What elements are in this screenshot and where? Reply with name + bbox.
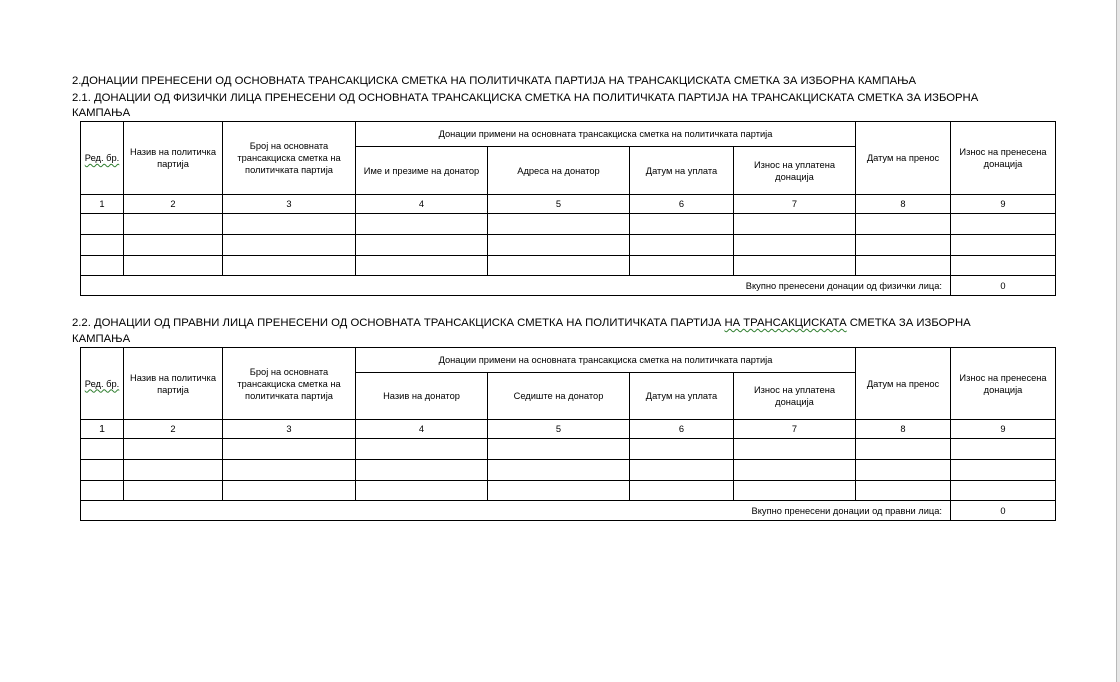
table-cell[interactable]: [223, 235, 356, 256]
table-cell[interactable]: [951, 460, 1056, 481]
table-cell[interactable]: [81, 256, 124, 276]
table-cell[interactable]: [856, 439, 951, 460]
header-payment-date: Датум на уплата: [630, 147, 734, 195]
table-row: [81, 439, 1056, 460]
header-donor-name: Назив на донатор: [356, 373, 488, 420]
table-cell[interactable]: [124, 256, 223, 276]
header-account-number: Број на основната трансакциска сметка на политичката партија: [223, 348, 356, 420]
header-payment-date: Датум на уплата: [630, 373, 734, 420]
column-number: 6: [630, 195, 734, 214]
table-cell[interactable]: [223, 439, 356, 460]
table-row: [81, 481, 1056, 501]
table-cell[interactable]: [223, 214, 356, 235]
table-cell[interactable]: [124, 235, 223, 256]
table-cell[interactable]: [630, 481, 734, 501]
table-cell[interactable]: [356, 256, 488, 276]
table-cell[interactable]: [81, 481, 124, 501]
table-cell[interactable]: [488, 460, 630, 481]
header-paid-amount: Износ на уплатена донација: [734, 373, 856, 420]
table-cell[interactable]: [630, 235, 734, 256]
column-number: 2: [124, 420, 223, 439]
column-number: 7: [734, 420, 856, 439]
header-donor-name: Име и презиме на донатор: [356, 147, 488, 195]
total-row: [81, 501, 1056, 521]
header-paid-amount: Износ на уплатена донација: [734, 147, 856, 195]
table-row: [81, 256, 1056, 276]
table-cell[interactable]: [356, 439, 488, 460]
table-cell[interactable]: [734, 439, 856, 460]
table-cell[interactable]: [734, 235, 856, 256]
column-number: 4: [356, 420, 488, 439]
column-number: 9: [951, 195, 1056, 214]
table-cell[interactable]: [124, 214, 223, 235]
column-number: 5: [488, 420, 630, 439]
column-numbers-row: [81, 195, 1056, 214]
table-cell[interactable]: [951, 256, 1056, 276]
table-row: [81, 460, 1056, 481]
table-cell[interactable]: [356, 481, 488, 501]
table-cell[interactable]: [356, 460, 488, 481]
table-cell[interactable]: [488, 235, 630, 256]
table-cell[interactable]: [734, 256, 856, 276]
table-cell[interactable]: [856, 460, 951, 481]
header-party-name: Назив на политичка партија: [124, 122, 223, 195]
column-number: 8: [856, 420, 951, 439]
header-transferred-amount: Износ на пренесена донација: [951, 348, 1056, 420]
header-transfer-date: Датум на пренос: [856, 348, 951, 420]
table-cell[interactable]: [630, 460, 734, 481]
table-row: [81, 214, 1056, 235]
table-cell[interactable]: [124, 460, 223, 481]
table-cell[interactable]: [223, 481, 356, 501]
column-number: 2: [124, 195, 223, 214]
table-cell[interactable]: [734, 214, 856, 235]
column-number: 5: [488, 195, 630, 214]
table-cell[interactable]: [488, 256, 630, 276]
header-row-number: Ред. бр.: [81, 122, 124, 195]
header-row-number: Ред. бр.: [81, 348, 124, 420]
section-2-1-title-line1: 2.1. ДОНАЦИИ ОД ФИЗИЧКИ ЛИЦА ПРЕНЕСЕНИ ОД ОСНОВНАТА ТРАНСАКЦИСКА СМЕТКА НА ПОЛИТИЧКАТА ПАРТИЈА НА ТРАНСАКЦИСКАТА СМЕТКА ЗА ИЗБОРНА: [72, 92, 979, 104]
natural-persons-donations-table: [80, 121, 1056, 296]
table-cell[interactable]: [856, 481, 951, 501]
header-party-name: Назив на политичка партија: [124, 348, 223, 420]
column-number: 6: [630, 420, 734, 439]
header-account-number: Број на основната трансакциска сметка на политичката партија: [223, 122, 356, 195]
column-numbers-row: [81, 420, 1056, 439]
section-2-2-title-line1: 2.2. ДОНАЦИИ ОД ПРАВНИ ЛИЦА ПРЕНЕСЕНИ ОД ОСНОВНАТА ТРАНСАКЦИСКА СМЕТКА НА ПОЛИТИЧКАТА ПАРТИЈА НА ТРАНСАКЦИСКАТА СМЕТКА ЗА ИЗБОРНА: [72, 317, 971, 329]
table-cell[interactable]: [734, 460, 856, 481]
table-cell[interactable]: [223, 460, 356, 481]
table-cell[interactable]: [488, 214, 630, 235]
header-transferred-amount: Износ на пренесена донација: [951, 122, 1056, 195]
table-cell[interactable]: [856, 256, 951, 276]
table-cell[interactable]: [488, 439, 630, 460]
table-cell[interactable]: [356, 235, 488, 256]
header-donations-received-group: Донации примени на основната трансакциска сметка на политичката партија: [356, 348, 856, 373]
total-value[interactable]: 0: [951, 501, 1056, 521]
header-donations-received-group: Донации примени на основната трансакциска сметка на политичката партија: [356, 122, 856, 147]
column-number: 7: [734, 195, 856, 214]
table-cell[interactable]: [356, 214, 488, 235]
column-number: 3: [223, 195, 356, 214]
table-cell[interactable]: [734, 481, 856, 501]
section-2-2-title-line2: КАМПАЊА: [72, 333, 131, 345]
header-transfer-date: Датум на пренос: [856, 122, 951, 195]
table-cell[interactable]: [81, 439, 124, 460]
table-cell[interactable]: [223, 256, 356, 276]
section-2-1-title-line2: КАМПАЊА: [72, 107, 131, 119]
legal-entities-donations-table: [80, 347, 1056, 521]
table-cell[interactable]: [488, 481, 630, 501]
header-donor-address: Адреса на донатор: [488, 147, 630, 195]
table-cell[interactable]: [630, 214, 734, 235]
table-cell[interactable]: [124, 439, 223, 460]
table-cell[interactable]: [856, 214, 951, 235]
table-cell[interactable]: [124, 481, 223, 501]
column-number: 1: [81, 420, 124, 439]
window-scroll-edge[interactable]: [1116, 0, 1120, 682]
table-row: [81, 235, 1056, 256]
table-cell[interactable]: [630, 256, 734, 276]
column-number: 9: [951, 420, 1056, 439]
table-cell[interactable]: [630, 439, 734, 460]
total-row: [81, 276, 1056, 296]
column-number: 1: [81, 195, 124, 214]
table-cell[interactable]: [856, 235, 951, 256]
total-label: Вкупно пренесени донации од правни лица:: [81, 501, 951, 521]
column-number: 4: [356, 195, 488, 214]
table-cell[interactable]: [951, 481, 1056, 501]
header-donor-seat: Седиште на донатор: [488, 373, 630, 420]
column-number: 8: [856, 195, 951, 214]
column-number: 3: [223, 420, 356, 439]
table-cell[interactable]: [951, 235, 1056, 256]
total-value[interactable]: 0: [951, 276, 1056, 296]
table-cell[interactable]: [81, 460, 124, 481]
table-cell[interactable]: [951, 439, 1056, 460]
total-label: Вкупно пренесени донации од физички лица:: [81, 276, 951, 296]
table-cell[interactable]: [81, 214, 124, 235]
table-cell[interactable]: [951, 214, 1056, 235]
table-cell[interactable]: [81, 235, 124, 256]
section-title: 2.ДОНАЦИИ ПРЕНЕСЕНИ ОД ОСНОВНАТА ТРАНСАКЦИСКА СМЕТКА НА ПОЛИТИЧКАТА ПАРТИЈА НА ТРАНСАКЦИСКАТА СМЕТКА ЗА ИЗБОРНА КАМПАЊА: [72, 75, 917, 87]
